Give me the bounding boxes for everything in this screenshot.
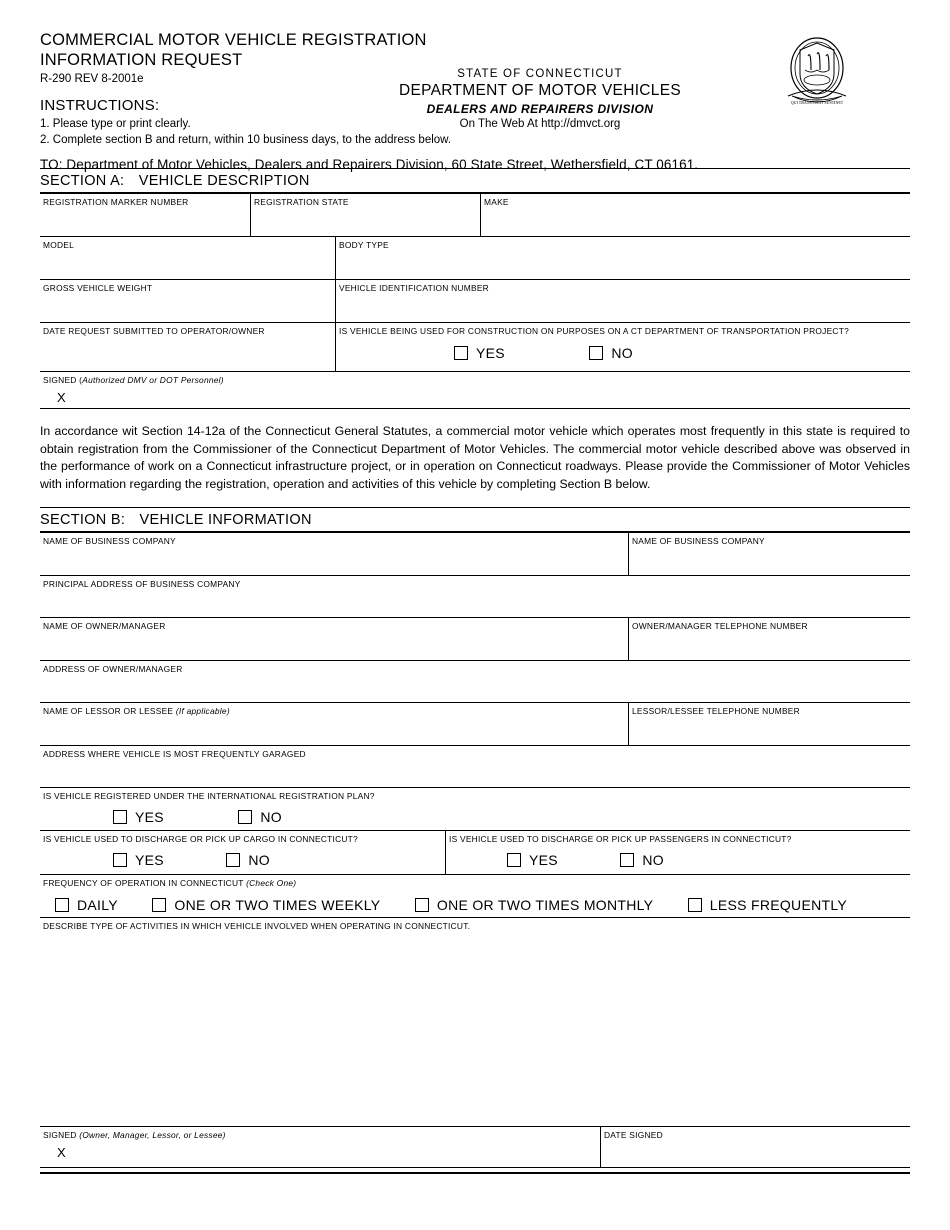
field-describe-activities[interactable]	[40, 918, 910, 1126]
label-body-type: BODY TYPE	[339, 240, 389, 250]
checkbox-box-icon[interactable]	[238, 810, 252, 824]
checkbox-label-no: NO	[248, 852, 270, 868]
section-b-bar	[40, 507, 910, 533]
label-lessor-lessee-phone: LESSOR/LESSEE TELEPHONE NUMBER	[632, 706, 800, 716]
field-principal-address[interactable]	[40, 576, 910, 617]
field-owner-manager-address[interactable]	[40, 661, 910, 702]
checkbox-box-icon[interactable]	[454, 346, 468, 360]
table-row	[40, 1127, 910, 1168]
field-body-type[interactable]	[335, 237, 910, 279]
section-a-title: VEHICLE DESCRIPTION	[138, 173, 310, 189]
table-row	[40, 703, 910, 746]
instruction-line-1: 1. Please type or print clearly.	[40, 118, 191, 130]
field-irp-registered	[40, 788, 910, 830]
checkbox-cargo-no[interactable]	[226, 852, 270, 868]
label-describe-activities: DESCRIBE TYPE OF ACTIVITIES IN WHICH VEHICLE INVOLVED WHEN OPERATING IN CONNECTICUT.	[43, 921, 471, 931]
field-vin[interactable]	[335, 280, 910, 322]
label-owner-manager-name: NAME OF OWNER/MANAGER	[43, 621, 166, 631]
checkbox-passengers-no[interactable]	[620, 852, 664, 868]
table-row	[40, 831, 910, 875]
label-frequency-question: FREQUENCY OF OPERATION IN CONNECTICUT (Check One)	[43, 878, 297, 888]
table-row	[40, 788, 910, 831]
state-name: STATE OF CONNECTICUT	[457, 68, 623, 80]
table-row	[40, 875, 910, 918]
label-date-signed: DATE SIGNED	[604, 1130, 663, 1140]
form-revision-id: R-290 REV 8-2001e	[40, 73, 144, 85]
form-title-line-2: INFORMATION REQUEST	[40, 51, 243, 69]
table-row	[40, 533, 910, 576]
checkbox-label-yes: YES	[476, 345, 505, 361]
checkbox-box-icon[interactable]	[113, 810, 127, 824]
label-registration-state: REGISTRATION STATE	[254, 197, 349, 207]
field-owner-manager-phone[interactable]	[628, 618, 910, 660]
field-passenger-use	[445, 831, 910, 874]
field-date-request-submitted[interactable]	[40, 323, 335, 371]
field-lessor-lessee-name[interactable]	[40, 703, 628, 745]
table-row	[40, 372, 910, 409]
table-row	[40, 918, 910, 1127]
label-principal-address: PRINCIPAL ADDRESS OF BUSINESS COMPANY	[43, 579, 241, 589]
field-construction-use	[335, 323, 910, 371]
section-b-label: SECTION B:	[40, 512, 126, 528]
checkbox-label-yes: YES	[135, 809, 164, 825]
label-business-company-name: NAME OF BUSINESS COMPANY	[43, 536, 176, 546]
field-garaged-address[interactable]	[40, 746, 910, 787]
label-vin: VEHICLE IDENTIFICATION NUMBER	[339, 283, 489, 293]
label-gross-vehicle-weight: GROSS VEHICLE WEIGHT	[43, 283, 153, 293]
division-name: DEALERS AND REPAIRERS DIVISION	[426, 102, 654, 116]
checkbox-label-monthly: ONE OR TWO TIMES MONTHLY	[436, 897, 654, 913]
mailing-address-line: TO: Department of Motor Vehicles, Dealers and Repairers Division, 60 State Street, Wethersfield, CT 06161.	[40, 157, 699, 172]
table-row	[40, 618, 910, 661]
label-signed-dmv-personnel: SIGNED (Authorized DMV or DOT Personnel)	[43, 375, 224, 385]
instruction-line-2: 2. Complete section B and return, within 10 business days, to the address below.	[40, 134, 452, 146]
checkbox-frequency-monthly[interactable]	[415, 897, 653, 913]
field-registration-marker-number[interactable]	[40, 194, 250, 236]
field-business-company-name[interactable]	[40, 533, 628, 575]
checkbox-box-icon[interactable]	[152, 898, 166, 912]
form-header	[40, 30, 910, 172]
checkbox-label-no: NO	[260, 809, 282, 825]
table-row	[40, 280, 910, 323]
checkbox-label-yes: YES	[135, 852, 164, 868]
label-irp-question: IS VEHICLE REGISTERED UNDER THE INTERNATIONAL REGISTRATION PLAN?	[43, 791, 375, 801]
field-cargo-use	[40, 831, 445, 874]
field-registration-state[interactable]	[250, 194, 480, 236]
label-make: MAKE	[484, 197, 509, 207]
label-model: MODEL	[43, 240, 75, 250]
label-signed-owner: SIGNED (Owner, Manager, Lessor, or Lessee)	[43, 1130, 226, 1140]
checkbox-frequency-daily[interactable]	[55, 897, 118, 913]
field-frequency-of-operation	[40, 875, 910, 917]
signature-x-mark: X	[57, 1145, 66, 1160]
label-garaged-address: ADDRESS WHERE VEHICLE IS MOST FREQUENTLY GARAGED	[43, 749, 306, 759]
field-owner-manager-name[interactable]	[40, 618, 628, 660]
agency-block	[340, 68, 740, 130]
svg-text:QUI TRANSTULIT SUSTINET: QUI TRANSTULIT SUSTINET	[790, 100, 844, 105]
checkbox-label-weekly: ONE OR TWO TIMES WEEKLY	[174, 897, 381, 913]
section-a-label: SECTION A:	[40, 173, 125, 189]
checkbox-construction-no[interactable]	[589, 345, 633, 361]
checkbox-box-icon[interactable]	[113, 853, 127, 867]
statute-paragraph: In accordance wit Section 14-12a of the Connecticut General Statutes, a commercial motor vehicle which operates most frequently in this state is required to obtain registration from the Commissioner of the Connecticut Department of Motor Vehicles. The commercial motor vehicle described above was observed in the performance of work on a Connecticut infrastructure project, or in operation on Connecticut roadways. Please provide the Commissioner of Motor Vehicles with information regarding the registration, operation and activities of this vehicle by completing Section B below.	[40, 424, 910, 491]
label-lessor-lessee-name: NAME OF LESSOR OR LESSEE (If applicable)	[43, 706, 230, 716]
table-row	[40, 576, 910, 618]
checkbox-cargo-yes[interactable]	[113, 852, 164, 868]
department-name: DEPARTMENT OF MOTOR VEHICLES	[399, 82, 681, 99]
checkbox-label-yes: YES	[529, 852, 558, 868]
checkbox-box-icon[interactable]	[226, 853, 240, 867]
field-signed-dmv-personnel[interactable]	[40, 372, 910, 408]
label-owner-manager-phone: OWNER/MANAGER TELEPHONE NUMBER	[632, 621, 808, 631]
label-date-request-submitted: DATE REQUEST SUBMITTED TO OPERATOR/OWNER	[43, 326, 265, 336]
checkbox-label-no: NO	[642, 852, 664, 868]
table-row	[40, 194, 910, 237]
label-passengers-question: IS VEHICLE USED TO DISCHARGE OR PICK UP PASSENGERS IN CONNECTICUT?	[449, 834, 792, 844]
field-signed-owner[interactable]	[40, 1127, 600, 1167]
checkbox-construction-yes[interactable]	[454, 345, 505, 361]
checkbox-box-icon[interactable]	[589, 346, 603, 360]
label-cargo-question: IS VEHICLE USED TO DISCHARGE OR PICK UP CARGO IN CONNECTICUT?	[43, 834, 358, 844]
field-model[interactable]	[40, 237, 335, 279]
checkbox-box-icon[interactable]	[688, 898, 702, 912]
checkbox-frequency-weekly[interactable]	[152, 897, 380, 913]
form-content	[40, 30, 910, 1174]
field-business-company-name-2[interactable]	[628, 533, 910, 575]
checkbox-box-icon[interactable]	[415, 898, 429, 912]
label-construction-use-question: IS VEHICLE BEING USED FOR CONSTRUCTION ON PURPOSES ON A CT DEPARTMENT OF TRANSPORTATION PROJECT?	[339, 326, 849, 336]
website-line: On The Web At http://dmvct.org	[459, 118, 621, 130]
checkbox-frequency-less[interactable]	[688, 897, 847, 913]
form-title-line-1: COMMERCIAL MOTOR VEHICLE REGISTRATION	[40, 31, 427, 49]
bottom-rule	[40, 1172, 910, 1174]
state-seal-icon	[778, 34, 856, 112]
field-make[interactable]	[480, 194, 910, 236]
table-row	[40, 323, 910, 372]
section-b-title: VEHICLE INFORMATION	[139, 512, 312, 528]
table-row	[40, 237, 910, 280]
checkbox-box-icon[interactable]	[507, 853, 521, 867]
checkbox-box-icon[interactable]	[55, 898, 69, 912]
table-row	[40, 661, 910, 703]
field-lessor-lessee-phone[interactable]	[628, 703, 910, 745]
label-business-company-name-2: NAME OF BUSINESS COMPANY	[632, 536, 765, 546]
table-row	[40, 746, 910, 788]
checkbox-label-no: NO	[611, 345, 633, 361]
field-date-signed[interactable]	[600, 1127, 910, 1167]
instructions-heading: INSTRUCTIONS:	[40, 97, 160, 114]
checkbox-irp-no[interactable]	[238, 809, 282, 825]
signature-x-mark: X	[57, 390, 66, 405]
checkbox-passengers-yes[interactable]	[507, 852, 558, 868]
label-owner-manager-address: ADDRESS OF OWNER/MANAGER	[43, 664, 183, 674]
field-gross-vehicle-weight[interactable]	[40, 280, 335, 322]
checkbox-irp-yes[interactable]	[113, 809, 164, 825]
label-registration-marker-number: REGISTRATION MARKER NUMBER	[43, 197, 189, 207]
checkbox-label-less-frequently: LESS FREQUENTLY	[709, 897, 848, 913]
checkbox-box-icon[interactable]	[620, 853, 634, 867]
checkbox-label-daily: DAILY	[77, 897, 118, 913]
